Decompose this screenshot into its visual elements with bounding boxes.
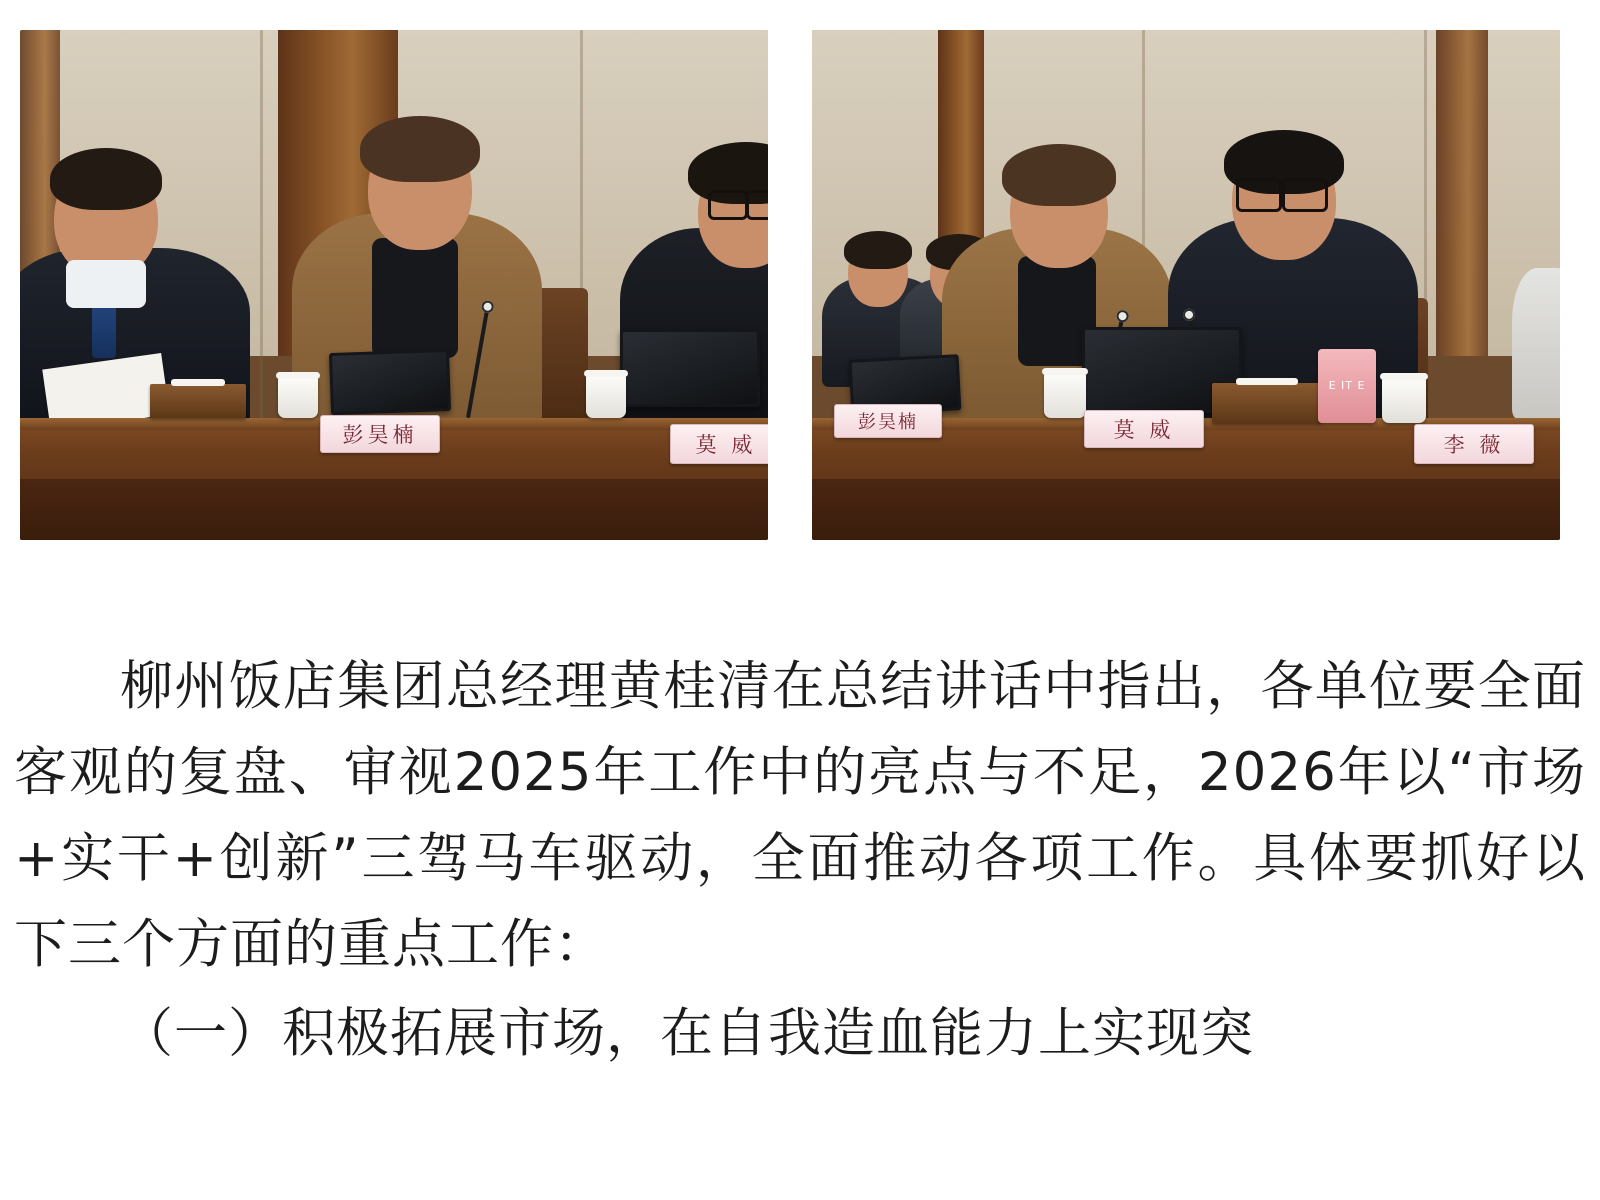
tablet-screen: [332, 352, 448, 412]
background-person: [1512, 268, 1560, 418]
photo-scene-left: [20, 30, 768, 540]
meeting-photo-left: [20, 30, 768, 540]
background-person-hair: [844, 231, 912, 269]
person-hair: [1002, 144, 1116, 206]
tablet-device: [329, 348, 451, 414]
nameplate-text: 莫 威: [695, 432, 757, 457]
photo-scene-right: [812, 30, 1560, 540]
tumbler-text: E IT E: [1328, 379, 1366, 393]
nameplate-text: 李 薇: [1443, 432, 1505, 457]
nameplate-lixue: [1414, 424, 1534, 464]
cup-lid: [1380, 373, 1428, 380]
nameplate-pengaonan: [320, 415, 440, 453]
cup-lid: [1042, 368, 1088, 375]
desk-front-panel: [812, 479, 1560, 540]
eyeglasses: [708, 190, 748, 220]
paragraph-summary: 柳州饭店集团总经理黄桂清在总结讲话中指出，各单位要全面客观的复盘、审视2025年工作中的亮点与不足，2026年以“市场+实干+创新”三驾马车驱动，全面推动各项工作。具体要抓好以下三个方面的重点工作：: [14, 656, 1586, 975]
pink-tumbler: [1318, 349, 1376, 423]
person-hair: [50, 148, 162, 210]
desk-front-panel: [20, 479, 768, 540]
laptop-screen: [623, 332, 757, 404]
cup-lid: [276, 372, 320, 379]
shirt-collar: [66, 260, 146, 308]
laptop-device: [620, 329, 760, 407]
nameplate-text: 彭昊楠: [858, 412, 918, 433]
photo-row: [0, 0, 1600, 540]
cup-lid: [584, 370, 628, 377]
inner-shirt: [372, 238, 458, 358]
tissue-box: [1212, 383, 1322, 423]
nameplate-text: 彭昊楠: [342, 423, 418, 448]
eyeglasses: [1236, 178, 1282, 212]
article-body: [0, 540, 1600, 1077]
meeting-photo-right: [812, 30, 1560, 540]
paragraph-point-one: （一）积极拓展市场，在自我造血能力上实现突: [120, 1003, 1254, 1065]
tea-cup: [1044, 372, 1086, 418]
tea-cup: [278, 376, 318, 418]
wood-column: [1436, 30, 1488, 356]
person-hair: [360, 116, 480, 182]
tissue-box: [150, 384, 246, 418]
tea-cup: [1382, 377, 1426, 423]
eyeglasses: [1282, 178, 1328, 212]
nameplate-mowei: [670, 424, 768, 464]
eyeglasses: [746, 190, 768, 220]
tea-cup: [586, 374, 626, 418]
nameplate-pengaonan: [834, 404, 942, 438]
nameplate-text: 莫 威: [1113, 418, 1175, 443]
nameplate-mowei: [1084, 410, 1204, 448]
